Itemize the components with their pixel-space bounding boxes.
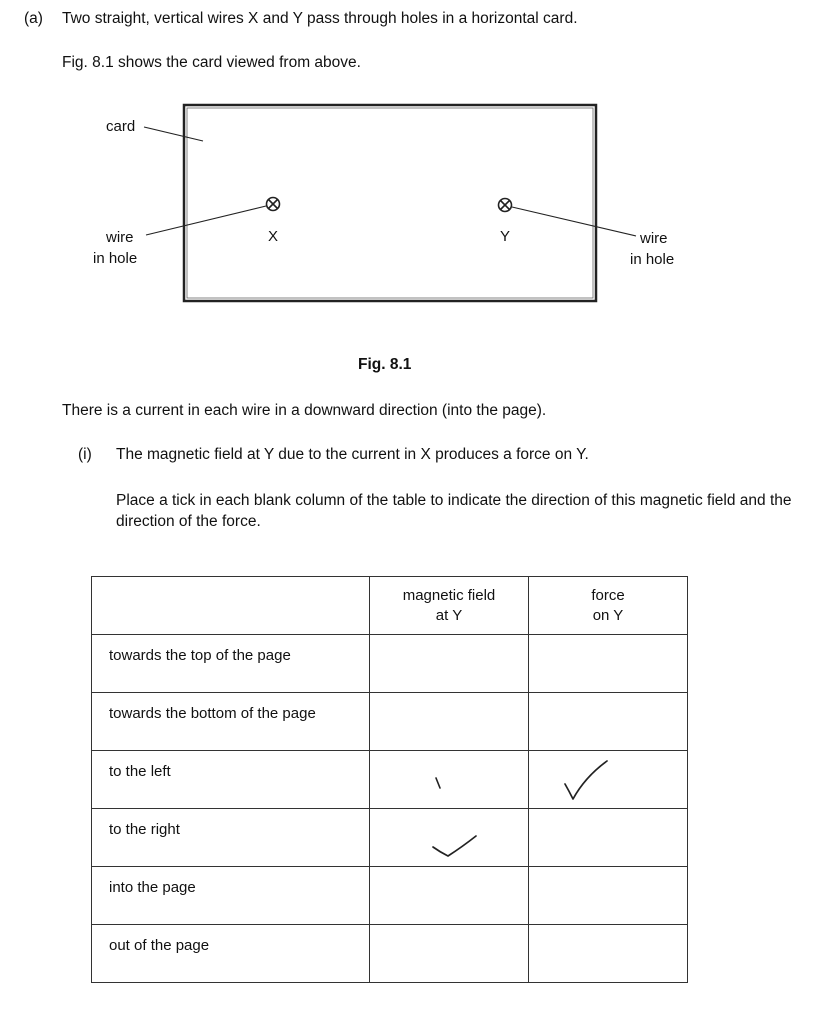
answer-table <box>91 576 688 983</box>
header-blank-cell <box>92 577 370 635</box>
table-row <box>92 809 688 867</box>
wire-y-label: Y <box>500 228 511 245</box>
force-cell-right[interactable] <box>529 809 688 867</box>
wire-y-symbol <box>499 199 512 212</box>
force-cell-out[interactable] <box>529 925 688 983</box>
table-header-row <box>92 577 688 635</box>
field-cell-top[interactable] <box>370 635 529 693</box>
wire-label-right-line1: wire <box>640 230 668 247</box>
handwritten-tick-field <box>370 809 528 866</box>
row-label-into: into the page <box>109 879 196 896</box>
card-label: card <box>106 118 136 135</box>
wire-label-right-line2: in hole <box>630 251 675 268</box>
row-label-top: towards the top of the page <box>109 647 291 664</box>
table-row <box>92 751 688 809</box>
field-cell-out[interactable] <box>370 925 529 983</box>
table-row <box>92 925 688 983</box>
subpart-label: (i) <box>78 446 92 463</box>
wire-label-left-line1: wire <box>106 229 134 246</box>
handwritten-tick-force <box>529 751 687 808</box>
row-label-out: out of the page <box>109 937 210 954</box>
question-text: Two straight, vertical wires X and Y pass through holes in a horizontal card. <box>62 10 578 27</box>
stray-pen-mark <box>370 751 528 808</box>
force-cell-into[interactable] <box>529 867 688 925</box>
subpart-text: The magnetic field at Y due to the current in X produces a force on Y. <box>116 446 589 463</box>
row-label-left: to the left <box>109 763 171 780</box>
field-cell-into[interactable] <box>370 867 529 925</box>
row-label-right: to the right <box>109 821 180 838</box>
card-leader-line <box>144 127 203 141</box>
figure-8-1 <box>0 0 838 350</box>
wire-left-leader-line <box>146 206 266 235</box>
row-label-bottom: towards the bottom of the page <box>109 705 316 722</box>
wire-x-label: X <box>268 228 279 245</box>
figure-intro: Fig. 8.1 shows the card viewed from above. <box>62 54 361 71</box>
stem-text: There is a current in each wire in a downward direction (into the page). <box>62 402 547 419</box>
table-row <box>92 693 688 751</box>
field-cell-bottom[interactable] <box>370 693 529 751</box>
force-cell-top[interactable] <box>529 635 688 693</box>
field-cell-right[interactable] <box>370 809 529 867</box>
wire-label-left-line2: in hole <box>93 250 138 267</box>
header-force-line2: on Y <box>592 606 624 624</box>
header-field-line1: magnetic field <box>402 586 496 604</box>
card-rectangle <box>184 105 596 301</box>
force-cell-left[interactable] <box>529 751 688 809</box>
subpart-instruction: Place a tick in each blank column of the table to indicate the direction of this magnetic field and the direction of the force. <box>116 492 792 530</box>
table-row <box>92 867 688 925</box>
field-cell-left[interactable] <box>370 751 529 809</box>
question-label: (a) <box>24 10 43 27</box>
header-field-line2: at Y <box>435 606 463 624</box>
force-cell-bottom[interactable] <box>529 693 688 751</box>
card-inner-edge <box>187 108 593 298</box>
figure-caption: Fig. 8.1 <box>358 356 412 373</box>
table-row <box>92 635 688 693</box>
header-force-line1: force <box>591 586 625 604</box>
header-force <box>529 577 688 635</box>
header-magnetic-field <box>370 577 529 635</box>
wire-x-symbol <box>267 198 280 211</box>
wire-right-leader-line <box>512 207 636 236</box>
